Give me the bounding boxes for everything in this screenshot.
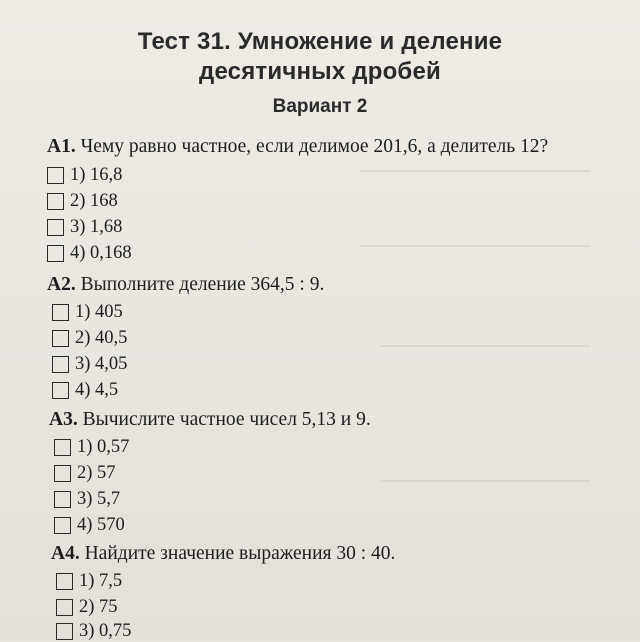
- answer-option[interactable]: [54, 515, 125, 536]
- variant-label: Вариант 2: [272, 96, 368, 117]
- checkbox[interactable]: [54, 439, 71, 456]
- answer-option[interactable]: [52, 328, 127, 349]
- question-a1: [47, 136, 548, 158]
- checkbox[interactable]: [52, 304, 69, 321]
- checkbox[interactable]: [56, 623, 73, 640]
- option-label: 4) 0,168: [70, 243, 132, 263]
- checkbox[interactable]: [56, 573, 73, 590]
- checkbox[interactable]: [52, 356, 69, 373]
- option-label: 3) 5,7: [77, 489, 121, 509]
- checkbox[interactable]: [54, 491, 71, 508]
- checkbox[interactable]: [47, 193, 64, 210]
- checkbox[interactable]: [52, 330, 69, 347]
- answer-option[interactable]: [52, 302, 123, 323]
- question-number: А2.: [47, 274, 76, 295]
- option-label: 3) 0,75: [79, 621, 132, 641]
- question-a2: [47, 274, 324, 296]
- answer-option[interactable]: [47, 243, 132, 264]
- answer-option[interactable]: [56, 621, 131, 642]
- bleed-through-mark: [380, 480, 590, 482]
- bleed-through-mark: [360, 170, 590, 172]
- option-label: 3) 4,05: [75, 354, 128, 374]
- option-label: 1) 7,5: [79, 571, 123, 591]
- answer-option[interactable]: [47, 217, 122, 238]
- answer-option[interactable]: [54, 463, 116, 484]
- question-number: А4.: [51, 543, 80, 564]
- checkbox[interactable]: [47, 245, 64, 262]
- checkbox[interactable]: [54, 517, 71, 534]
- checkbox[interactable]: [54, 465, 71, 482]
- question-number: А3.: [49, 409, 78, 430]
- bleed-through-mark: [360, 245, 590, 247]
- question-text: Вычислите частное чисел 5,13 и 9.: [77, 409, 371, 430]
- answer-option[interactable]: [56, 571, 122, 592]
- checkbox[interactable]: [47, 167, 64, 184]
- answer-option[interactable]: [56, 597, 118, 618]
- question-number: А1.: [47, 136, 76, 157]
- option-label: 2) 168: [70, 191, 118, 211]
- option-label: 4) 4,5: [75, 380, 119, 400]
- checkbox[interactable]: [47, 219, 64, 236]
- question-text: Выполните деление 364,5 : 9.: [75, 274, 325, 295]
- page-title-line-1: Тест 31. Умножение и деление: [137, 28, 503, 55]
- option-label: 3) 1,68: [70, 217, 123, 237]
- option-label: 1) 405: [75, 302, 123, 322]
- bleed-through-mark: [380, 345, 590, 347]
- checkbox[interactable]: [56, 599, 73, 616]
- option-label: 1) 16,8: [70, 165, 123, 185]
- answer-option[interactable]: [47, 165, 122, 186]
- option-label: 1) 0,57: [77, 437, 130, 457]
- answer-option[interactable]: [54, 437, 129, 458]
- answer-option[interactable]: [47, 191, 118, 212]
- answer-option[interactable]: [52, 380, 118, 401]
- checkbox[interactable]: [52, 382, 69, 399]
- question-text: Чему равно частное, если делимое 201,6, а делитель 12?: [75, 136, 549, 157]
- answer-option[interactable]: [54, 489, 120, 510]
- question-text: Найдите значение выражения 30 : 40.: [79, 543, 396, 564]
- option-label: 2) 40,5: [75, 328, 128, 348]
- option-label: 2) 57: [77, 463, 116, 483]
- option-label: 4) 570: [77, 515, 125, 535]
- question-a4: [51, 543, 395, 565]
- option-label: 2) 75: [79, 597, 118, 617]
- answer-option[interactable]: [52, 354, 127, 375]
- question-a3: [49, 409, 371, 431]
- page-title-line-2: десятичных дробей: [199, 58, 441, 85]
